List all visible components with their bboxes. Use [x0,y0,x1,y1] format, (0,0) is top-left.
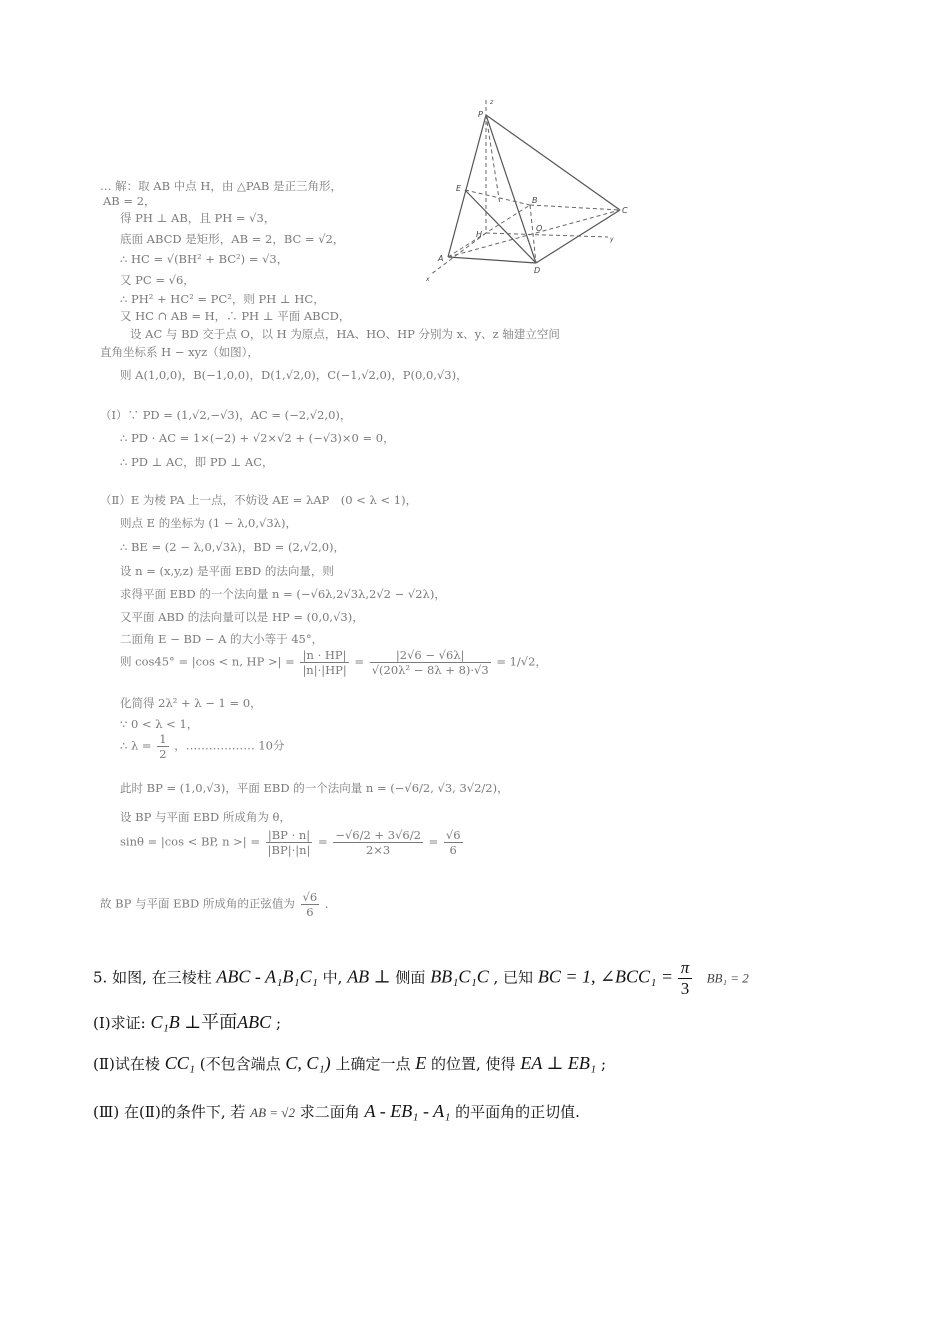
edge-EB [465,190,530,205]
text: ; [275,1014,281,1032]
solution-conclusion [100,890,336,919]
solution-line: ∴ PH² + HC² = PC²，则 PH ⊥ HC， [120,292,325,306]
math: C, C₁) [285,1053,331,1073]
edge-AD [448,257,536,263]
text: 故 BP 与平面 EBD 所成角的正弦值为 [100,896,299,911]
math: BB₁C₁C [430,966,489,987]
solution-line: … 解：取 AB 中点 H，由 △PAB 是正三角形， [100,179,342,193]
solution-line: （Ⅰ）∵ PD = (1,√2,−√3)，AC = (−2,√2,0)， [100,408,352,422]
fraction [301,890,320,919]
text: (不包含端点 [199,1055,281,1073]
text: 求二面角 [299,1103,360,1121]
edge-BC [530,205,620,210]
solution-line: ∴ HC = √(BH² + BC²) = √3， [120,252,289,266]
numerator: π [678,958,693,979]
edge-PC [486,115,620,210]
denominator: |BP|·|n| [267,843,311,857]
solution-line: AB = 2， [103,194,156,208]
text: 5. 如图, 在三棱柱 [93,968,212,987]
text: ∴ λ = [120,738,156,753]
solution-line: 求得平面 EBD 的一个法向量 n = (−√6λ,2√3λ,2√2 − √2λ)， [120,587,446,601]
numerator: −√6/2 + 3√6/2 [335,828,421,842]
math: BC = 1, ∠BCC₁ = [537,966,673,987]
math: C₁B ⊥ [150,1012,202,1032]
edge-PD [486,115,536,263]
fraction [266,828,313,857]
solution-line: 底面 ABCD 是矩形，AB = 2，BC = √2， [120,232,345,246]
solution-line: 设 n = (x,y,z) 是平面 EBD 的法向量，则 [120,564,334,578]
fraction [444,828,463,857]
label-H: H [476,230,483,239]
numerator: √6 [302,890,318,904]
question-5-part-1 [93,1008,281,1034]
fraction [370,648,491,677]
denominator: 6 [306,905,314,919]
math: CC₁ [164,1053,195,1073]
solution-line: 设 BP 与平面 EBD 所成角为 θ， [120,810,291,824]
math: E [415,1053,427,1073]
question-5-stem [93,958,749,999]
numerator: 1 [159,732,167,746]
denominator: 2 [159,747,167,761]
edge-PB [486,115,500,205]
edge-ED [465,190,536,263]
label-z: z [490,99,494,106]
solution-cos-line: 则 cos45° = |cos < n, HP >| = $\frac{|n \cdot HP|}{|n|\cdot|HP|}$ = $\frac{|2√6 - √6\lambda|}{\text{√(20λ² − 8λ + 8)·√3}}$ = 1/√2， [120,648,547,677]
question-5-part-2 [93,1053,606,1074]
fraction-pi-over-3 [678,958,693,999]
text: (Ⅱ)试在棱 [93,1055,160,1073]
solution-line: ∵ 0 < λ < 1， [120,717,199,731]
edge-AC [448,210,620,257]
solution-line: 又平面 ABD 的法向量可以是 HP = (0,0,√3)， [120,610,364,624]
pyramid-diagram [418,95,628,285]
math: BB₁ = 2 [706,970,749,986]
solution-line: （Ⅱ）E 为棱 PA 上一点，不妨设 AE = λAP (0 < λ < 1)， [100,493,418,507]
solution-line: 二面角 E − BD − A 的大小等于 45°， [120,632,324,646]
text: sinθ = |cos < BP, n >| = [120,834,264,849]
math: A - EB₁ - A₁ [364,1101,451,1121]
denominator: |n|·|HP| [302,663,347,677]
fraction [157,732,168,761]
label-y: y [610,236,614,243]
solution-line: ∴ BE = (2 − λ,0,√3λ)，BD = (2,√2,0)， [120,540,346,554]
text: ; [600,1055,607,1073]
question-5-part-3 [93,1101,580,1122]
denominator: 2×3 [365,843,391,857]
text: = 1/√2， [496,654,547,669]
text: 上确定一点 [335,1055,411,1073]
solution-line: ∴ PD · AC = 1×(−2) + √2×√2 + (−√3)×0 = 0， [120,431,395,445]
text: 的平面角的正切值. [455,1103,580,1121]
numerator: √6 [445,828,461,842]
text: ，……………… 10分 [174,738,285,753]
math: ABC [237,1012,272,1032]
label-x: x [426,276,430,283]
solution-line: 直角坐标系 H − xyz（如图）， [100,345,259,359]
solution-line: 化简得 2λ² + λ − 1 = 0， [120,696,262,710]
text: ． [324,896,337,911]
solution-line: ∴ PD ⊥ AC，即 PD ⊥ AC， [120,455,274,469]
math: EA ⊥ EB₁ [520,1053,597,1073]
solution-lambda-line [120,732,285,761]
axis-y [486,233,608,237]
label-P: P [478,110,483,119]
numerator: |BP · n| [266,828,313,843]
solution-line: 又 PC = √6， [120,273,195,287]
label-C: C [622,206,628,215]
solution-line: 则 A(1,0,0)，B(−1,0,0)，D(1,√2,0)，C(−1,√2,0)，P(0,0,√3)， [120,368,468,382]
label-B: B [532,196,538,205]
denominator: 3 [680,979,690,998]
math: ABC - A₁B₁C₁ [216,966,318,987]
math: AB = √2 [250,1105,295,1120]
fraction [333,828,423,857]
denominator: √(20λ² − 8λ + 8)·√3 [371,663,489,677]
text: 中, [322,968,343,987]
label-E: E [456,184,462,193]
text: (Ⅲ) 在(Ⅱ)的条件下, 若 [93,1103,246,1121]
solution-line: 则点 E 的坐标为 (1 − λ,0,√3λ)， [120,516,297,530]
text: 平面 [201,1012,238,1033]
label-A: A [438,254,444,263]
solution-line: 又 HC ∩ AB = H，∴ PH ⊥ 平面 ABCD， [120,309,351,323]
solution-line: 得 PH ⊥ AB，且 PH = √3， [120,211,276,225]
label-O: O [536,224,543,233]
text: 的位置, 使得 [431,1055,516,1073]
label-D: D [534,266,541,275]
solution-sin-line: sinθ = |cos < BP, n >| = $\frac{|BP \cdot n|}{|BP|\cdot|n|}$ = $\frac{-√6/2 + 3√6/2}{2\times 3}$ = $\frac{√6}{6}$ [120,828,461,857]
numerator: |2√6 − √6λ| [370,648,491,663]
math: AB ⊥ [347,966,391,987]
text: 侧面 [395,968,426,987]
text: , 已知 [493,968,534,987]
denominator: 6 [449,843,457,857]
text: (Ⅰ)求证: [93,1014,146,1032]
text: 则 cos45° = |cos < n, HP >| = [120,654,299,669]
numerator: |n · HP| [300,648,348,663]
solution-line: 此时 BP = (1,0,√3)，平面 EBD 的一个法向量 n = (−√6/2, √3, 3√2/2)， [120,781,509,795]
fraction [300,648,348,677]
solution-line: 设 AC 与 BD 交于点 O，以 H 为原点，HA、HO、HP 分别为 x、y、z 轴建立空间 [130,327,560,341]
